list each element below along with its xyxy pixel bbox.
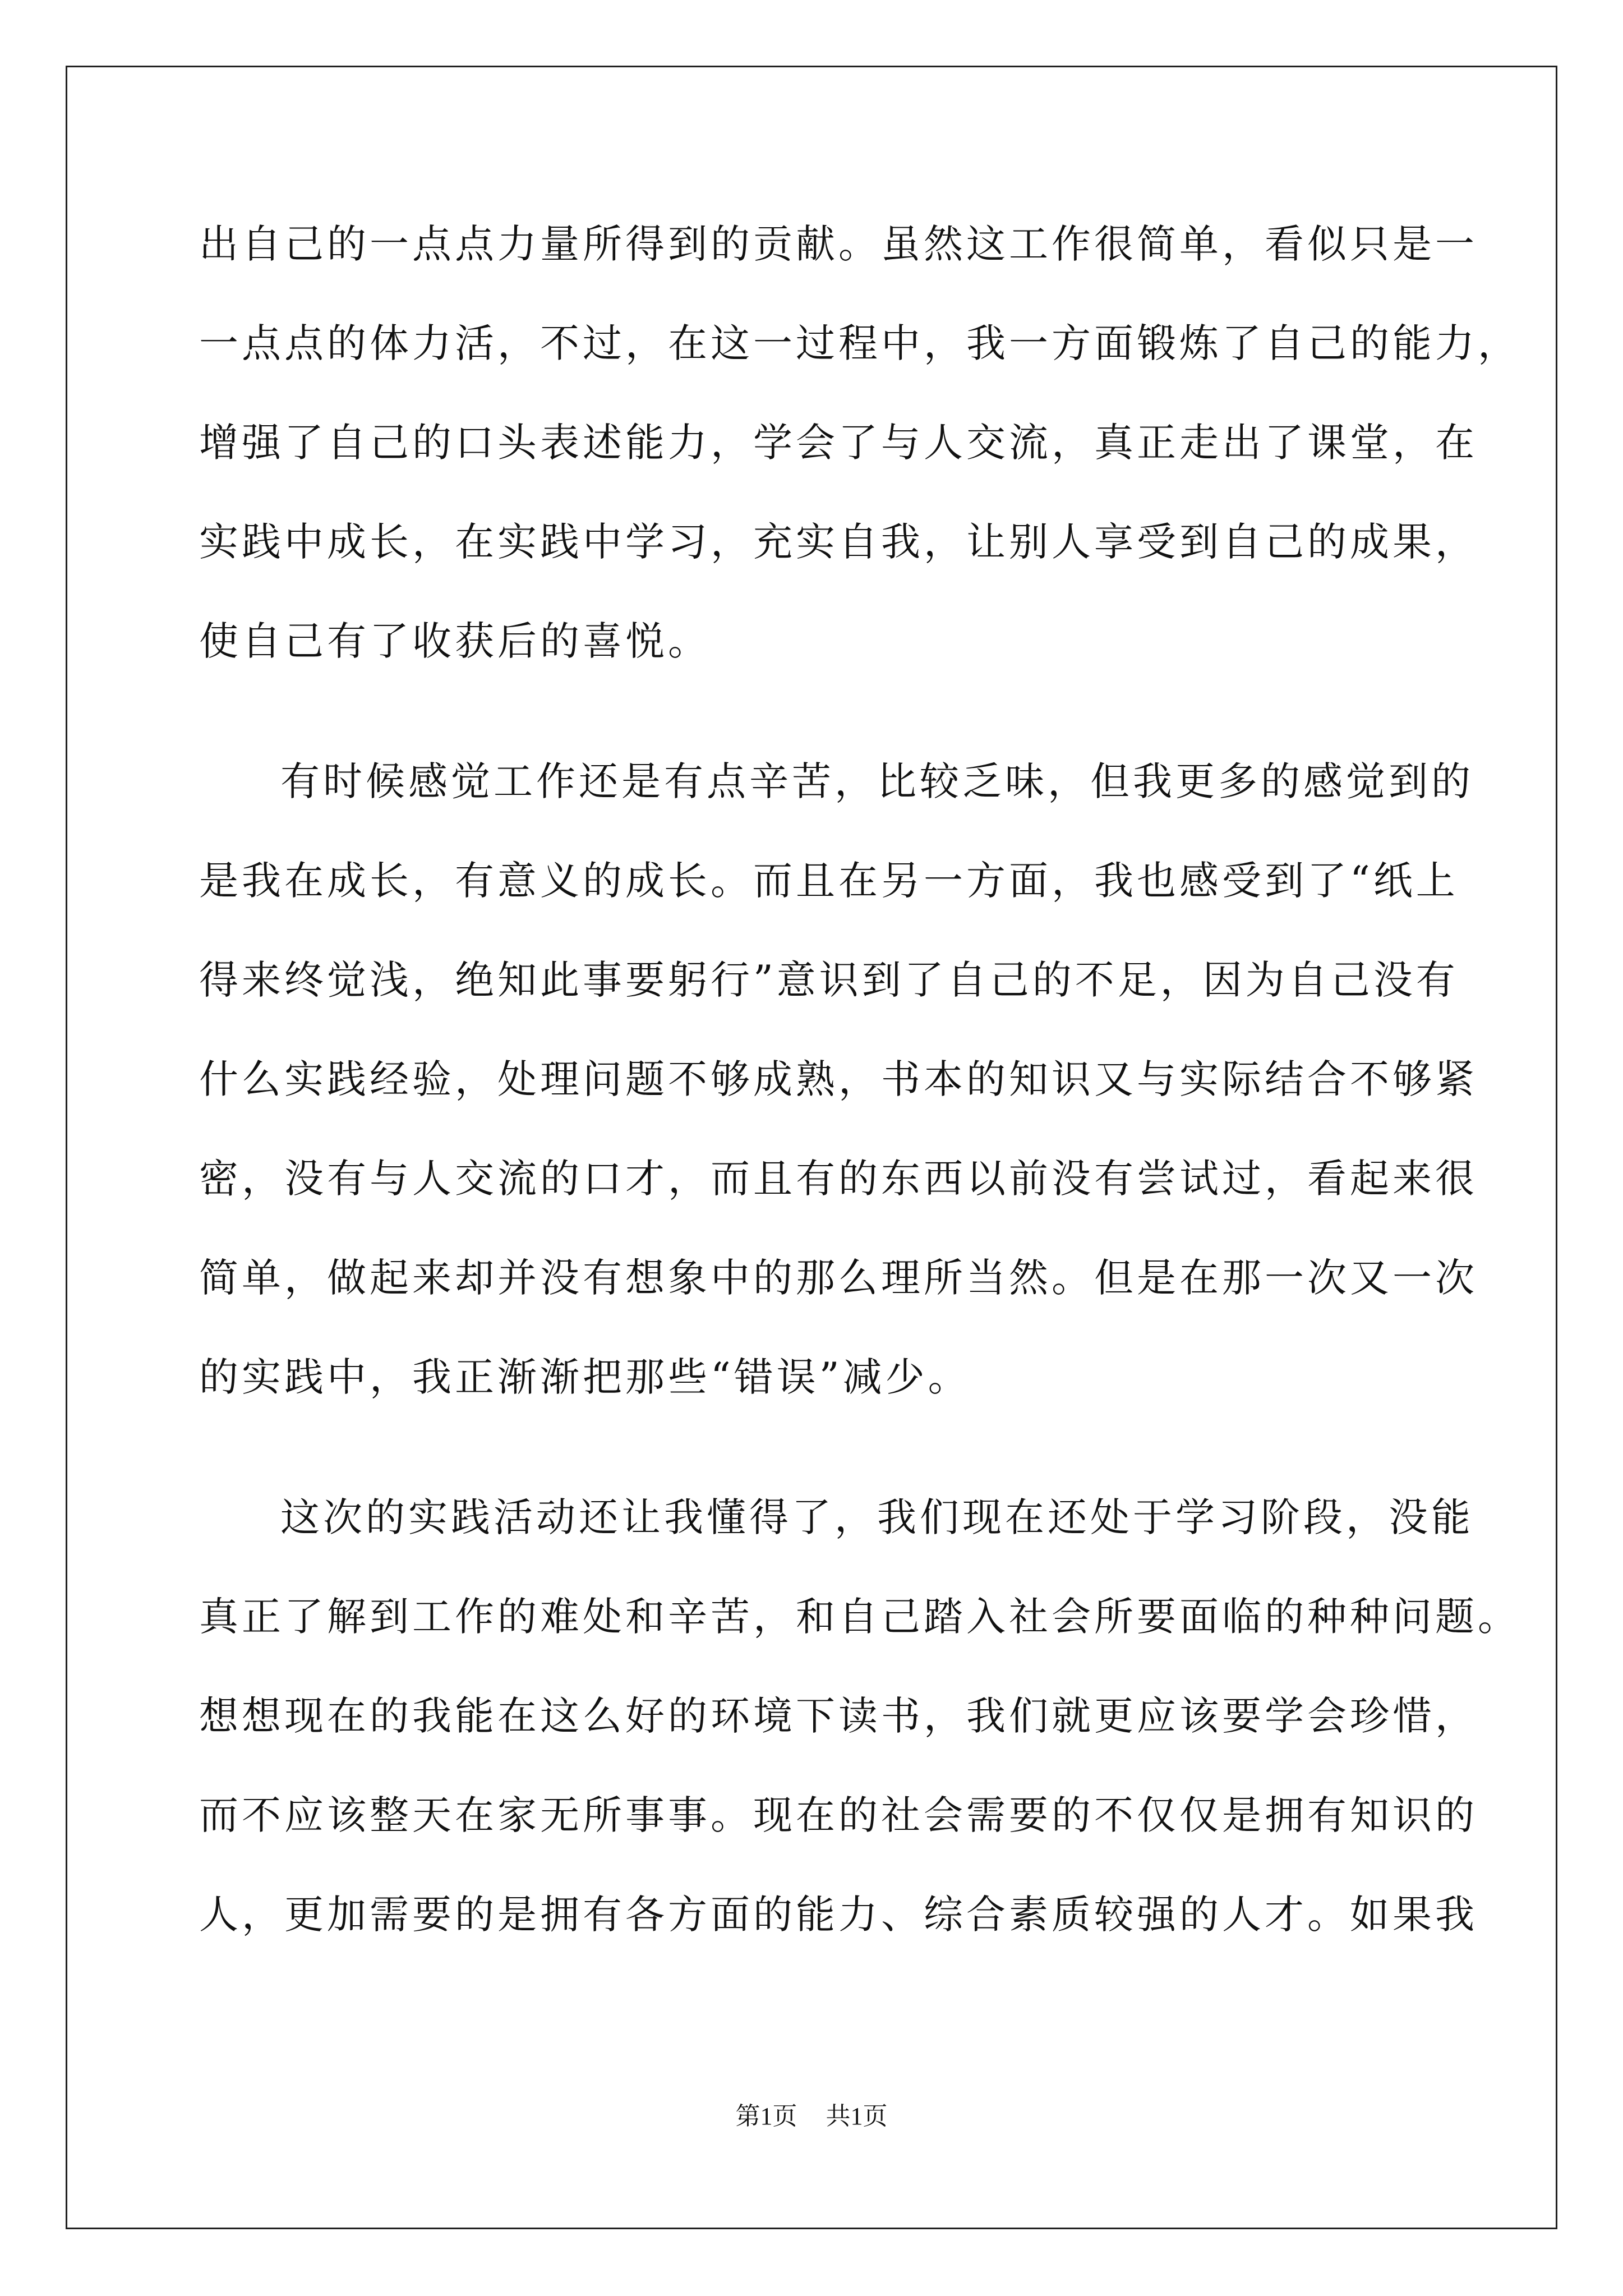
page-number: 第1页 — [735, 2102, 797, 2130]
text-line: 人，更加需要的是拥有各方面的能力、综合素质较强的人才。如果我 — [199, 1892, 1478, 1938]
page-footer — [0, 2096, 1623, 2132]
text-line: 是我在成长，有意义的成长。而且在另一方面，我也感受到了“纸上 — [199, 858, 1459, 904]
text-line: 增强了自己的口头表述能力，学会了与人交流，真正走出了课堂，在 — [199, 420, 1478, 466]
page-total: 共1页 — [826, 2102, 888, 2130]
text-line: 什么实践经验，处理问题不够成熟，书本的知识又与实际结合不够紧 — [199, 1056, 1478, 1102]
text-line: 而不应该整天在家无所事事。现在的社会需要的不仅仅是拥有知识的 — [199, 1792, 1478, 1838]
text-line: 密，没有与人交流的口才，而且有的东西以前没有尝试过，看起来很 — [199, 1156, 1478, 1202]
text-line: 使自己有了收获后的喜悦。 — [199, 618, 711, 664]
text-line: 想想现在的我能在这么好的环境下读书，我们就更应该要学会珍惜， — [199, 1693, 1478, 1739]
text-line: 一点点的体力活，不过，在这一过程中，我一方面锻炼了自己的能力， — [199, 320, 1520, 366]
text-line: 出自己的一点点力量所得到的贡献。虽然这工作很简单，看似只是一 — [199, 221, 1478, 267]
paragraph-start-line: 有时候感觉工作还是有点辛苦，比较乏味，但我更多的感觉到的 — [280, 758, 1474, 804]
text-line: 的实践中，我正渐渐把那些“错误”减少。 — [199, 1354, 971, 1400]
text-line: 实践中成长，在实践中学习，充实自我，让别人享受到自己的成果， — [199, 519, 1478, 565]
text-line: 简单，做起来却并没有想象中的那么理所当然。但是在那一次又一次 — [199, 1255, 1478, 1301]
text-line: 得来终觉浅，绝知此事要躬行”意识到了自己的不足，因为自己没有 — [199, 957, 1459, 1003]
paragraph-start-line: 这次的实践活动还让我懂得了，我们现在还处于学习阶段，没能 — [280, 1494, 1474, 1540]
text-line: 真正了解到工作的难处和辛苦，和自己踏入社会所要面临的种种问题。 — [199, 1594, 1520, 1640]
